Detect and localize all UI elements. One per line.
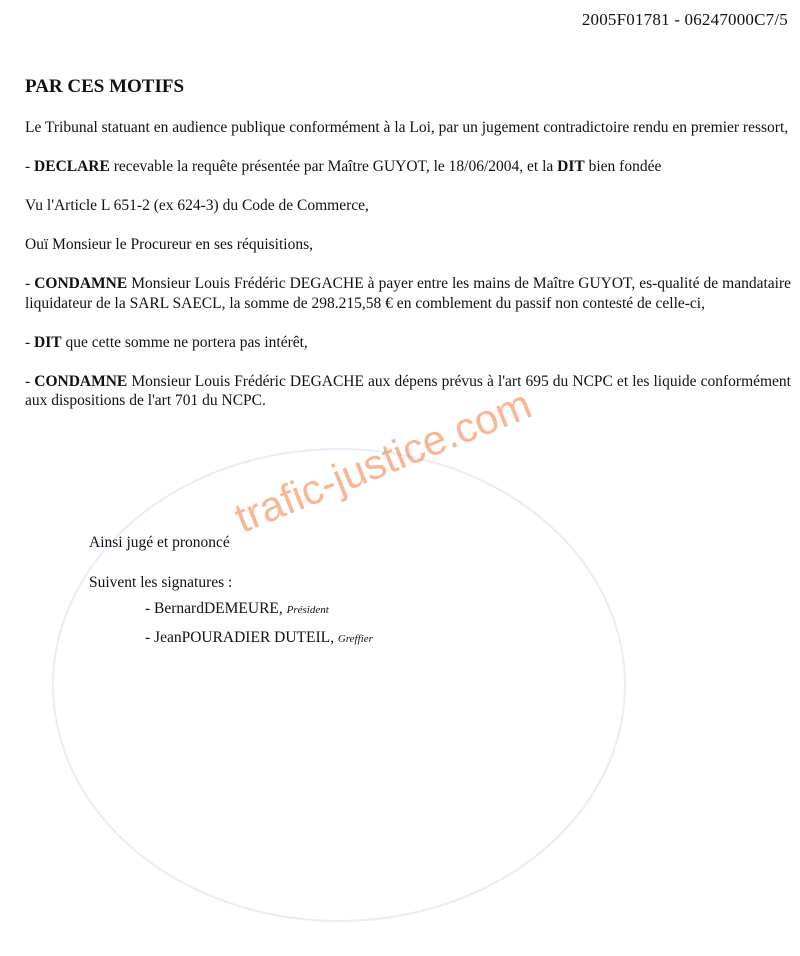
judgment-body (25, 118, 791, 430)
signatory-name: - BernardDEMEURE, (145, 600, 287, 617)
paragraph-tribunal: Le Tribunal statuant en audience publique conformément à la Loi, par un jugement contradictoire rendu en premier ressort, (25, 119, 789, 136)
signature-greffier (145, 629, 373, 647)
signature-president (145, 600, 329, 618)
paragraph-declare (25, 157, 791, 177)
keyword-dit: DIT (34, 333, 62, 351)
watermark-text: trafic-justice.com (228, 379, 538, 542)
paragraph-prefix: - (25, 275, 35, 292)
paragraph-text: Monsieur Louis Frédéric DEGACHE aux dépens prévus à l'art 695 du NCPC et les liquide conformément aux dispositions de l'art 701 du NCPC. (25, 372, 791, 409)
judged-statement: Ainsi jugé et prononcé (89, 534, 230, 551)
paragraph-text: que cette somme ne portera pas intérêt, (61, 333, 308, 351)
faint-stamp-circle (52, 448, 626, 922)
keyword-declare: DECLARE (34, 158, 110, 175)
keyword-dit: DIT (557, 158, 585, 175)
paragraph-prefix: - (25, 158, 35, 175)
signatory-name: - JeanPOURADIER DUTEIL, (145, 629, 338, 646)
paragraph-article: Vu l'Article L 651-2 (ex 624-3) du Code de Commerce, (25, 197, 369, 214)
keyword-condamne: CONDAMNE (34, 372, 128, 390)
paragraph-condamne-costs (25, 372, 791, 411)
keyword-condamne: CONDAMNE (34, 275, 128, 292)
paragraph-prefix: - (25, 372, 35, 390)
case-reference: 2005F01781 - 06247000C7/5 (581, 10, 788, 29)
paragraph-condamne-payment (25, 274, 791, 313)
section-heading: PAR CES MOTIFS (25, 76, 185, 97)
paragraph-prefix: - (25, 333, 35, 351)
paragraph-text: bien fondée (584, 158, 662, 175)
paragraph-dit-interest (25, 333, 791, 353)
signatures-intro: Suivent les signatures : (89, 574, 233, 591)
signatory-role: Président (286, 604, 329, 616)
signatory-role: Greffier (337, 633, 373, 645)
paragraph-procureur: Ouï Monsieur le Procureur en ses réquisitions, (25, 236, 313, 253)
paragraph-text: recevable la requête présentée par Maître GUYOT, le 18/06/2004, et la (109, 158, 558, 175)
paragraph-text: Monsieur Louis Frédéric DEGACHE à payer entre les mains de Maître GUYOT, es-qualité de mandataire liquidateur de la SARL SAECL, la somme de 298.215,58 € en comblement du passif non contesté de celle-ci, (25, 275, 791, 312)
